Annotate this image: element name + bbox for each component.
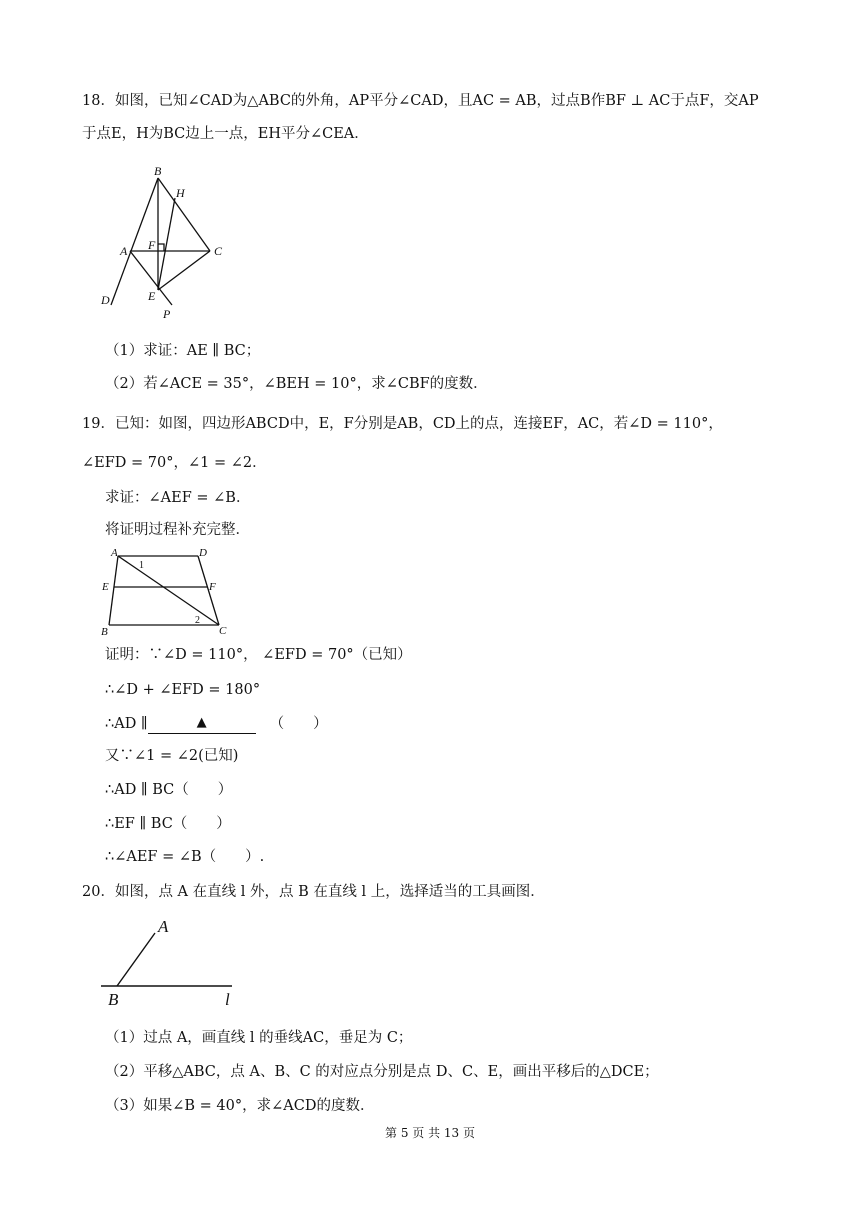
q19-blank-marker: ▲ xyxy=(196,715,207,730)
q20-figure xyxy=(95,912,245,1016)
q19-label-F: F xyxy=(209,581,216,593)
q19-proof-line3-text: ∴AD ∥ xyxy=(105,716,148,732)
q19-figure xyxy=(100,545,235,644)
q19-label-A: A xyxy=(111,547,118,559)
q19-prove: 求证：∠AEF = ∠B． xyxy=(105,490,251,506)
q19-label-B: B xyxy=(101,626,108,638)
q19-proof-line7: ∴∠AEF = ∠B（ ）. xyxy=(105,849,265,865)
q18-part2: （2）若∠ACE = 35°，∠BEH = 10°，求∠CBF的度数． xyxy=(105,376,488,392)
q18-label-H: H xyxy=(176,186,185,200)
q18-label-B: B xyxy=(154,164,162,178)
q19-text-line1: 19．已知：如图，四边形ABCD中，E，F分别是AB，CD上的点，连接EF，AC，若∠D = 110°， xyxy=(82,416,723,432)
q20-label-A: A xyxy=(158,917,169,936)
q18-label-F: F xyxy=(148,238,156,252)
q19-blank-paren: （ ） xyxy=(269,716,328,732)
q20-part3: （3）如果∠B = 40°，求∠ACD的度数． xyxy=(105,1098,375,1114)
q19-blank[interactable] xyxy=(148,712,256,734)
q19-proof-line5: ∴AD ∥ BC（ ） xyxy=(105,782,233,798)
q18-label-D: D xyxy=(101,293,110,307)
q19-instruction: 将证明过程补充完整． xyxy=(105,522,250,538)
q18-label-A: A xyxy=(120,244,128,258)
q19-label-D: D xyxy=(199,547,207,559)
q19-proof-line2: ∴∠D + ∠EFD = 180° xyxy=(105,682,261,698)
page-footer: 第 5 页 共 13 页 xyxy=(385,1126,475,1140)
q19-text-line2: ∠EFD = 70°，∠1 = ∠2． xyxy=(82,455,267,471)
q18-label-C: C xyxy=(214,244,223,258)
q19-label-C: C xyxy=(219,625,227,637)
q19-angle-1: 1 xyxy=(139,560,144,571)
q20-label-B: B xyxy=(108,990,119,1009)
q18-part1: （1）求证：AE ∥ BC； xyxy=(105,343,261,359)
q19-angle-2: 2 xyxy=(195,615,200,626)
q18-label-E: E xyxy=(148,289,156,303)
q20-part1: （1）过点 A，画直线 l 的垂线AC，垂足为 C； xyxy=(105,1030,413,1046)
q19-label-E: E xyxy=(102,581,109,593)
q19-proof-line6: ∴EF ∥ BC（ ） xyxy=(105,816,231,832)
q18-text-line1: 18．如图，已知∠CAD为△ABC的外角，AP平分∠CAD，且AC = AB，过点B作BF ⊥ AC于点F，交AP xyxy=(82,93,759,109)
q20-label-l: l xyxy=(225,990,230,1009)
q19-proof-line3 xyxy=(105,712,328,734)
q20-part2: （2）平移△ABC，点 A、B、C 的对应点分别是点 D、C、E，画出平移后的△DCE； xyxy=(105,1064,659,1080)
q19-proof-line1: 证明：∵∠D = 110°， ∠EFD = 70°（已知） xyxy=(105,647,412,663)
q18-text-line2: 于点E，H为BC边上一点，EH平分∠CEA． xyxy=(82,126,369,142)
q19-proof-line4: 又∵∠1 = ∠2(已知) xyxy=(105,748,239,764)
q20-text-line1: 20．如图，点 A 在直线 l 外，点 B 在直线 l 上，选择适当的工具画图． xyxy=(82,884,545,900)
q18-figure xyxy=(95,160,235,329)
q18-label-P: P xyxy=(163,307,171,321)
